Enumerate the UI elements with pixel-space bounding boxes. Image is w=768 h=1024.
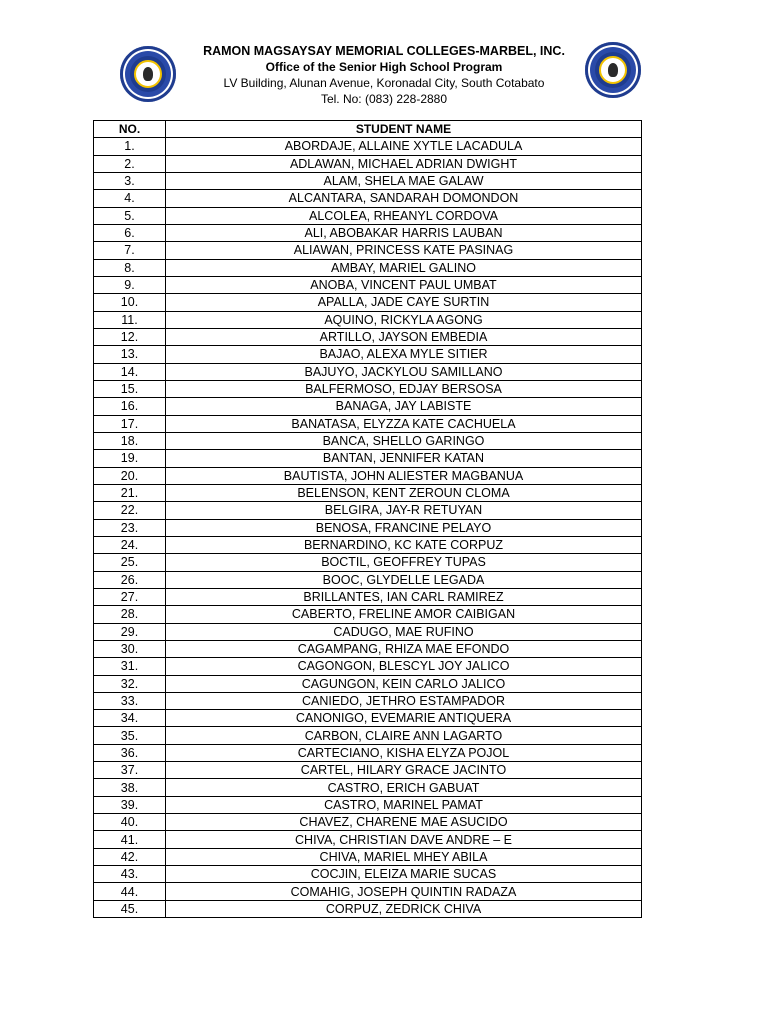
table-row: [94, 172, 642, 189]
student-name: BAJUYO, JACKYLOU SAMILLANO: [166, 363, 642, 380]
student-name: CANIEDO, JETHRO ESTAMPADOR: [166, 692, 642, 709]
school-phone: Tel. No: (083) 228-2880: [320, 92, 448, 106]
table-row: [94, 744, 642, 761]
student-name: APALLA, JADE CAYE SURTIN: [166, 294, 642, 311]
table-row: [94, 658, 642, 675]
row-number: 22.: [94, 502, 166, 519]
student-name: CHAVEZ, CHARENE MAE ASUCIDO: [166, 814, 642, 831]
row-number: 38.: [94, 779, 166, 796]
student-name: CADUGO, MAE RUFINO: [166, 623, 642, 640]
student-name: BAUTISTA, JOHN ALIESTER MAGBANUA: [166, 467, 642, 484]
student-name: AQUINO, RICKYLA AGONG: [166, 311, 642, 328]
row-number: 1.: [94, 138, 166, 155]
student-name: BANATASA, ELYZZA KATE CACHUELA: [166, 415, 642, 432]
row-number: 8.: [94, 259, 166, 276]
row-number: 37.: [94, 762, 166, 779]
table-row: [94, 519, 642, 536]
row-number: 40.: [94, 814, 166, 831]
row-number: 26.: [94, 571, 166, 588]
row-number: 2.: [94, 155, 166, 172]
student-name: CASTRO, MARINEL PAMAT: [166, 796, 642, 813]
table-row: [94, 155, 642, 172]
column-header-no: NO.: [94, 121, 166, 138]
table-row: [94, 346, 642, 363]
table-row: [94, 623, 642, 640]
school-seal-icon: [585, 42, 641, 98]
student-roster-table: [93, 120, 642, 918]
student-name: BANTAN, JENNIFER KATAN: [166, 450, 642, 467]
student-name: CARBON, CLAIRE ANN LAGARTO: [166, 727, 642, 744]
student-name: CAGUNGON, KEIN CARLO JALICO: [166, 675, 642, 692]
row-number: 11.: [94, 311, 166, 328]
table-row: [94, 138, 642, 155]
row-number: 31.: [94, 658, 166, 675]
table-row: [94, 484, 642, 501]
table-row: [94, 588, 642, 605]
row-number: 21.: [94, 484, 166, 501]
student-name: BOCTIL, GEOFFREY TUPAS: [166, 554, 642, 571]
table-row: [94, 606, 642, 623]
table-row: [94, 242, 642, 259]
student-name: ABORDAJE, ALLAINE XYTLE LACADULA: [166, 138, 642, 155]
row-number: 36.: [94, 744, 166, 761]
student-name: CAGAMPANG, RHIZA MAE EFONDO: [166, 640, 642, 657]
student-name: ALCANTARA, SANDARAH DOMONDON: [166, 190, 642, 207]
row-number: 24.: [94, 536, 166, 553]
row-number: 32.: [94, 675, 166, 692]
school-address: LV Building, Alunan Avenue, Koronadal City, South Cotabato: [223, 76, 545, 90]
column-header-student-name: STUDENT NAME: [166, 121, 642, 138]
row-number: 12.: [94, 328, 166, 345]
row-number: 6.: [94, 224, 166, 241]
row-number: 33.: [94, 692, 166, 709]
student-name: CARTEL, HILARY GRACE JACINTO: [166, 762, 642, 779]
row-number: 17.: [94, 415, 166, 432]
table-row: [94, 554, 642, 571]
student-name: BELGIRA, JAY-R RETUYAN: [166, 502, 642, 519]
table-row: [94, 727, 642, 744]
row-number: 19.: [94, 450, 166, 467]
table-row: [94, 640, 642, 657]
student-name: BRILLANTES, IAN CARL RAMIREZ: [166, 588, 642, 605]
table-row: [94, 380, 642, 397]
row-number: 20.: [94, 467, 166, 484]
table-row: [94, 866, 642, 883]
row-number: 43.: [94, 866, 166, 883]
table-row: [94, 467, 642, 484]
student-name: ALIAWAN, PRINCESS KATE PASINAG: [166, 242, 642, 259]
table-row: [94, 779, 642, 796]
table-row: [94, 502, 642, 519]
school-name: RAMON MAGSAYSAY MEMORIAL COLLEGES-MARBEL, INC.: [203, 44, 565, 58]
row-number: 29.: [94, 623, 166, 640]
table-row: [94, 450, 642, 467]
student-name: CHIVA, CHRISTIAN DAVE ANDRE – E: [166, 831, 642, 848]
student-name: BALFERMOSO, EDJAY BERSOSA: [166, 380, 642, 397]
row-number: 5.: [94, 207, 166, 224]
row-number: 27.: [94, 588, 166, 605]
table-row: [94, 432, 642, 449]
row-number: 25.: [94, 554, 166, 571]
row-number: 45.: [94, 900, 166, 917]
table-row: [94, 259, 642, 276]
student-name: CAGONGON, BLESCYL JOY JALICO: [166, 658, 642, 675]
table-header-row: [94, 121, 642, 138]
table-row: [94, 814, 642, 831]
student-name: ADLAWAN, MICHAEL ADRIAN DWIGHT: [166, 155, 642, 172]
row-number: 16.: [94, 398, 166, 415]
table-row: [94, 692, 642, 709]
row-number: 4.: [94, 190, 166, 207]
student-name: CORPUZ, ZEDRICK CHIVA: [166, 900, 642, 917]
row-number: 34.: [94, 710, 166, 727]
student-name: BENOSA, FRANCINE PELAYO: [166, 519, 642, 536]
row-number: 14.: [94, 363, 166, 380]
table-row: [94, 796, 642, 813]
student-name: ANOBA, VINCENT PAUL UMBAT: [166, 276, 642, 293]
table-row: [94, 363, 642, 380]
student-name: BANCA, SHELLO GARINGO: [166, 432, 642, 449]
table-row: [94, 710, 642, 727]
student-name: ALI, ABOBAKAR HARRIS LAUBAN: [166, 224, 642, 241]
student-name: ARTILLO, JAYSON EMBEDIA: [166, 328, 642, 345]
student-name: ALCOLEA, RHEANYL CORDOVA: [166, 207, 642, 224]
row-number: 13.: [94, 346, 166, 363]
student-name: CANONIGO, EVEMARIE ANTIQUERA: [166, 710, 642, 727]
student-name: BAJAO, ALEXA MYLE SITIER: [166, 346, 642, 363]
table-row: [94, 571, 642, 588]
row-number: 41.: [94, 831, 166, 848]
row-number: 39.: [94, 796, 166, 813]
row-number: 44.: [94, 883, 166, 900]
table-row: [94, 276, 642, 293]
row-number: 30.: [94, 640, 166, 657]
student-name: CASTRO, ERICH GABUAT: [166, 779, 642, 796]
table-row: [94, 190, 642, 207]
row-number: 18.: [94, 432, 166, 449]
student-name: COCJIN, ELEIZA MARIE SUCAS: [166, 866, 642, 883]
table-row: [94, 415, 642, 432]
table-row: [94, 311, 642, 328]
student-name: BOOC, GLYDELLE LEGADA: [166, 571, 642, 588]
row-number: 7.: [94, 242, 166, 259]
student-name: CABERTO, FRELINE AMOR CAIBIGAN: [166, 606, 642, 623]
row-number: 42.: [94, 848, 166, 865]
office-name: Office of the Senior High School Program: [265, 60, 503, 74]
table-row: [94, 848, 642, 865]
table-row: [94, 294, 642, 311]
row-number: 15.: [94, 380, 166, 397]
student-name: CARTECIANO, KISHA ELYZA POJOL: [166, 744, 642, 761]
table-body: [94, 138, 642, 918]
row-number: 23.: [94, 519, 166, 536]
table-row: [94, 536, 642, 553]
table-row: [94, 328, 642, 345]
row-number: 10.: [94, 294, 166, 311]
table-row: [94, 900, 642, 917]
table-row: [94, 831, 642, 848]
student-name: COMAHIG, JOSEPH QUINTIN RADAZA: [166, 883, 642, 900]
table-row: [94, 398, 642, 415]
student-name: BELENSON, KENT ZEROUN CLOMA: [166, 484, 642, 501]
student-name: BERNARDINO, KC KATE CORPUZ: [166, 536, 642, 553]
document-header: [0, 40, 768, 110]
row-number: 9.: [94, 276, 166, 293]
student-name: BANAGA, JAY LABISTE: [166, 398, 642, 415]
student-name: CHIVA, MARIEL MHEY ABILA: [166, 848, 642, 865]
row-number: 35.: [94, 727, 166, 744]
table-row: [94, 224, 642, 241]
table-row: [94, 675, 642, 692]
row-number: 28.: [94, 606, 166, 623]
row-number: 3.: [94, 172, 166, 189]
student-name: AMBAY, MARIEL GALINO: [166, 259, 642, 276]
table-row: [94, 762, 642, 779]
table-row: [94, 883, 642, 900]
table-row: [94, 207, 642, 224]
student-name: ALAM, SHELA MAE GALAW: [166, 172, 642, 189]
